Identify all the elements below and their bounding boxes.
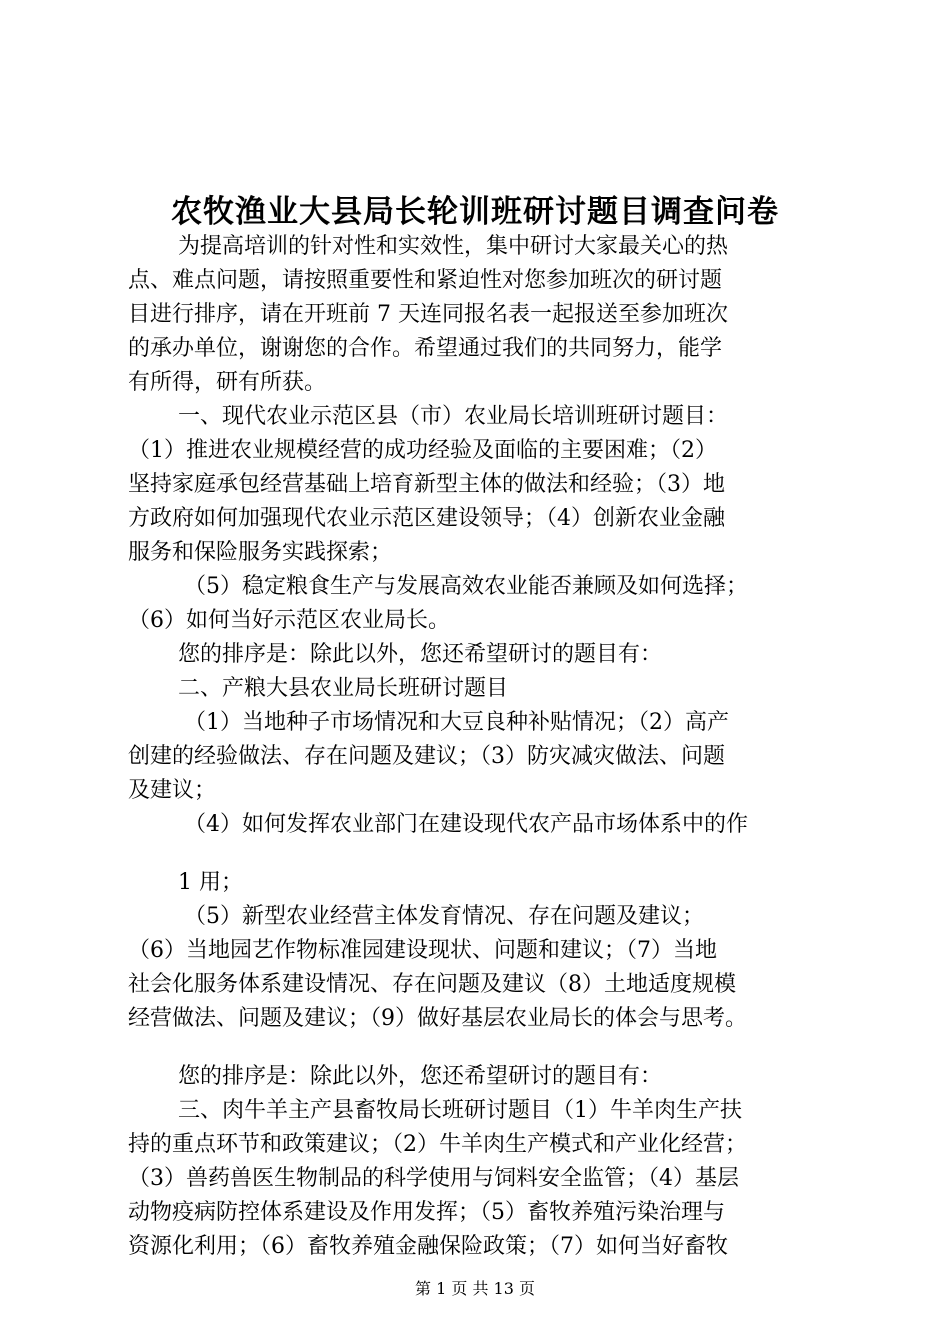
paragraph-line: （5）稳定粮食生产与发展高效农业能否兼顾及如何选择； (184, 574, 748, 599)
page-number: 第 1 页 共 13 页 (415, 1279, 535, 1298)
paragraph-line: （5）新型农业经营主体发育情况、存在问题及建议； (184, 904, 704, 929)
paragraph-line: （6）当地园艺作物标准园建设现状、问题和建议；（7）当地 (128, 938, 717, 963)
paragraph-line: 点、难点问题，请按照重要性和紧迫性对您参加班次的研讨题 (128, 268, 723, 293)
paragraph-line: 动物疫病防控体系建设及作用发挥；（5）畜牧养殖污染治理与 (128, 1200, 725, 1225)
ranking-prompt: 您的排序是：除此以外，您还希望研讨的题目有： (178, 1064, 663, 1089)
document-title: 农牧渔业大县局长轮训班研讨题目调查问卷 (171, 194, 779, 230)
paragraph-line: 坚持家庭承包经营基础上培育新型主体的做法和经验；（3）地 (128, 472, 725, 497)
ranking-prompt: 您的排序是：除此以外，您还希望研讨的题目有： (178, 642, 663, 667)
paragraph-line: 持的重点环节和政策建议；（2）牛羊肉生产模式和产业化经营； (128, 1132, 747, 1157)
paragraph-line: 的承办单位，谢谢您的合作。希望通过我们的共同努力，能学 (128, 336, 723, 361)
paragraph-line: 资源化利用；（6）畜牧养殖金融保险政策；（7）如何当好畜牧 (128, 1234, 728, 1259)
section-heading: 一、现代农业示范区县（市）农业局长培训班研讨题目： (178, 404, 729, 429)
paragraph-line: （1）推进农业规模经营的成功经验及面临的主要困难；（2） (128, 438, 717, 463)
paragraph-line: 经营做法、问题及建议；（9）做好基层农业局长的体会与思考。 (128, 1006, 747, 1031)
paragraph-line: （6）如何当好示范区农业局长。 (128, 608, 450, 633)
paragraph-line: 服务和保险服务实践探索； (128, 540, 393, 565)
section-heading: 二、产粮大县农业局长班研讨题目 (178, 676, 509, 701)
paragraph-line: 为提高培训的针对性和实效性，集中研讨大家最关心的热 (178, 234, 729, 259)
paragraph-line: （1）当地种子市场情况和大豆良种补贴情况；（2）高产 (184, 710, 729, 735)
paragraph-line: 方政府如何加强现代农业示范区建设领导；（4）创新农业金融 (128, 506, 725, 531)
paragraph-line: 1 用； (178, 870, 243, 895)
paragraph-line: （4）如何发挥农业部门在建设现代农产品市场体系中的作 (184, 812, 748, 837)
paragraph-line: （3）兽药兽医生物制品的科学使用与饲料安全监管；（4）基层 (128, 1166, 739, 1191)
section-heading: 三、肉牛羊主产县畜牧局长班研讨题目（1）牛羊肉生产扶 (178, 1098, 742, 1123)
paragraph-line: 有所得，研有所获。 (128, 370, 327, 395)
paragraph-line: 目进行排序，请在开班前 7 天连同报名表一起报送至参加班次 (128, 302, 728, 327)
paragraph-line: 创建的经验做法、存在问题及建议；（3）防灾减灾做法、问题 (128, 744, 725, 769)
paragraph-line: 社会化服务体系建设情况、存在问题及建议（8）土地适度规模 (128, 972, 736, 997)
paragraph-line: 及建议； (128, 778, 217, 803)
